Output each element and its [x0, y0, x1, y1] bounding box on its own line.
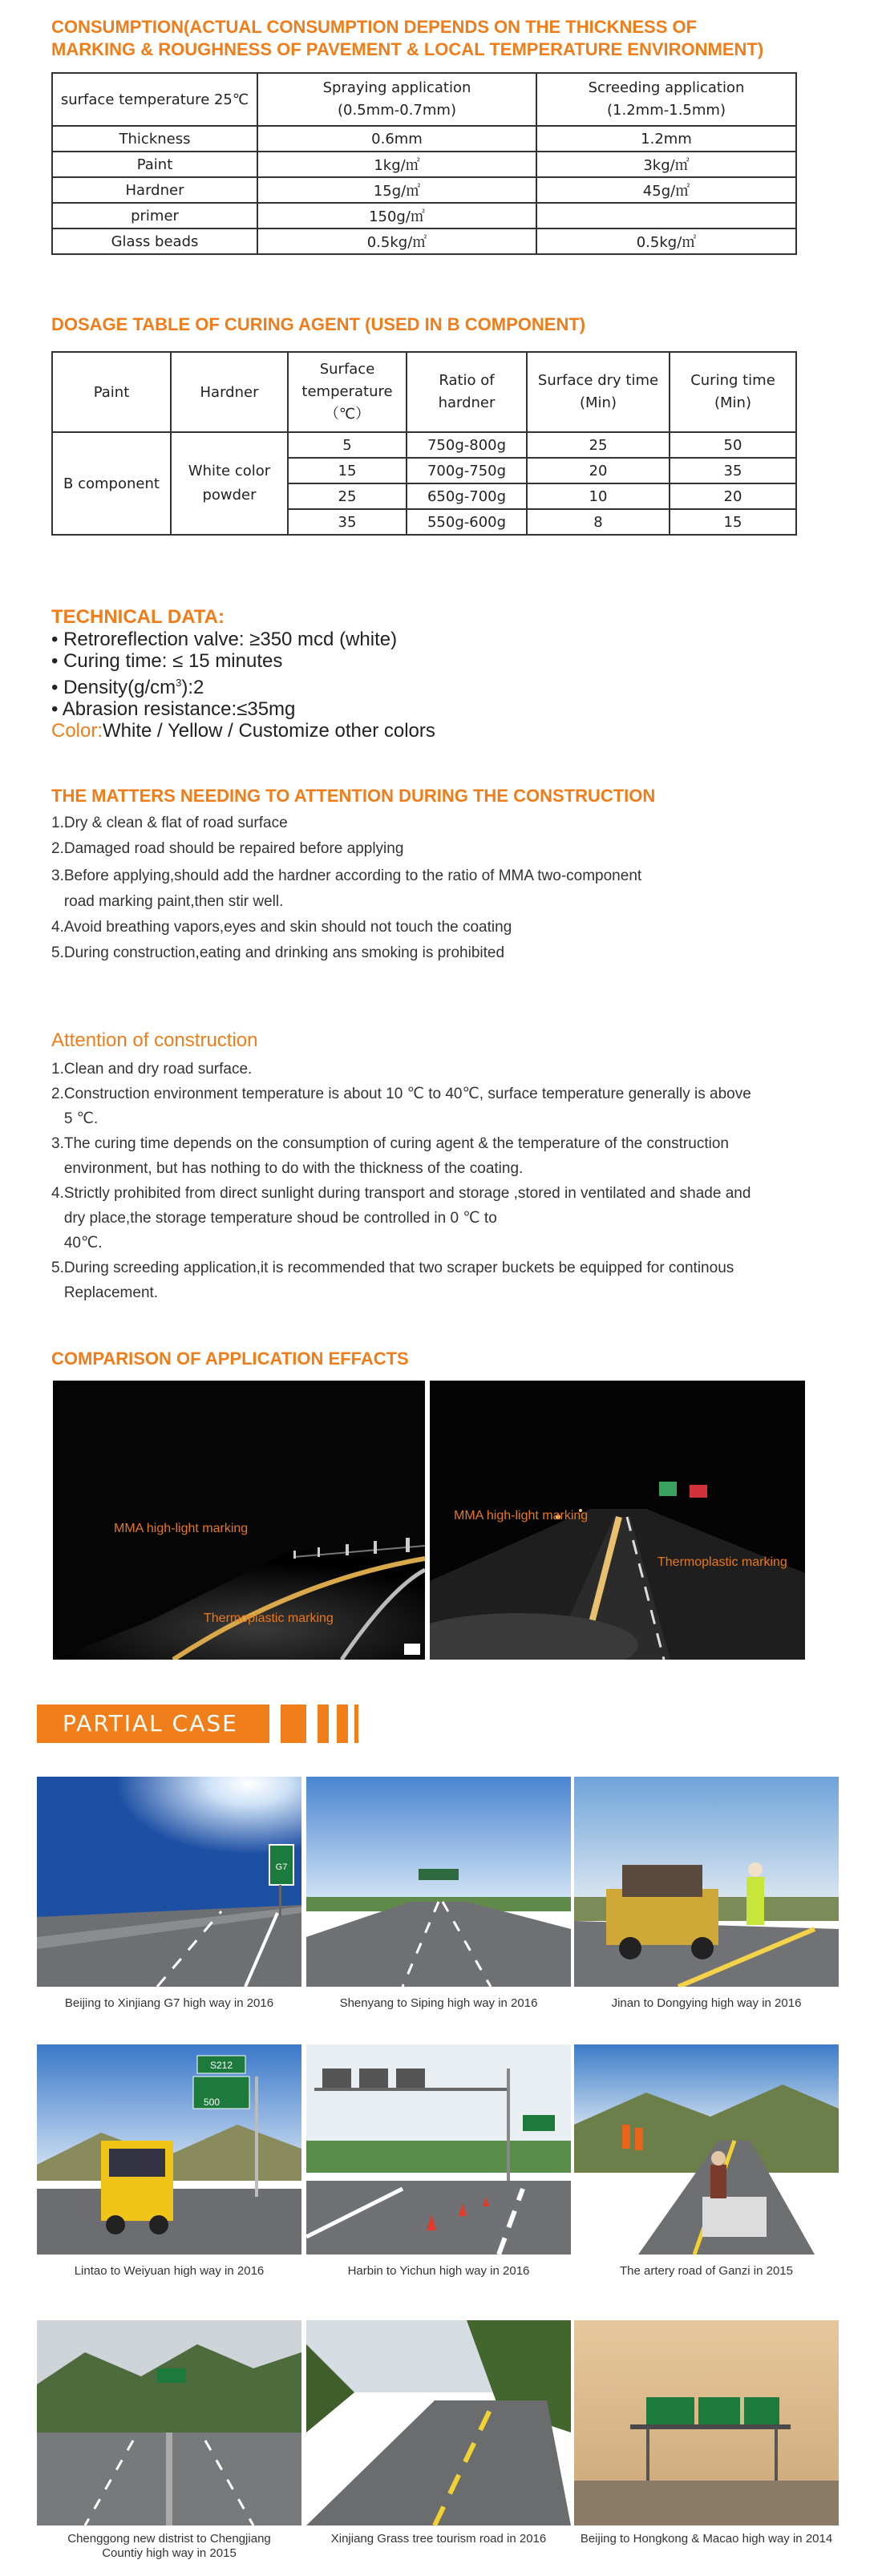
table-row [52, 152, 796, 177]
mountain-highway-illustration [37, 2320, 301, 2525]
row-screed: 0.5kg/㎡ [536, 228, 796, 254]
attention-title: Attention of construction [51, 1029, 258, 1051]
row-screed: 1.2mm [536, 126, 796, 152]
dosage-header-paint: Paint [52, 352, 171, 432]
g7-sign-text: G7 [275, 1862, 288, 1872]
photo2-thermo-label: Thermoplastic marking [657, 1555, 787, 1569]
case-photo-beijing-xinjiang [37, 1777, 301, 1987]
list-item: 5.During construction,eating and drinking ans smoking is prohibited [51, 944, 505, 961]
dosage-header-dry [527, 352, 670, 432]
s212-sign-text: S212 [209, 2060, 233, 2071]
row-screed: 3kg/㎡ [536, 152, 796, 177]
color-value: White / Yellow / Customize other colors [103, 720, 435, 742]
yellow-truck-illustration [37, 2044, 301, 2255]
comparison-photo-night-curve [53, 1381, 425, 1660]
tech-density [51, 672, 435, 698]
list-item: 5 ℃. [51, 1110, 99, 1127]
row-cure: 20 [670, 483, 796, 509]
case-caption [37, 2532, 301, 2561]
banner-stripe-4 [354, 1705, 358, 1743]
list-item: 2.Damaged road should be repaired before applying [51, 840, 404, 857]
hardner-value-line1: White color [188, 463, 271, 479]
list-item: 4.Strictly prohibited from direct sunlight during transport and storage ,stored in ventilated and shade and [51, 1185, 751, 1202]
dosage-header-temp [288, 352, 407, 432]
table-row [52, 432, 796, 458]
temp-header-line1: Surface [319, 361, 375, 378]
consumption-table [51, 72, 797, 255]
case-photo-jinan-dongying [574, 1777, 839, 1987]
list-item: Replacement. [51, 1284, 159, 1301]
dosage-header-ratio [407, 352, 527, 432]
row-spray: 0.6mm [257, 126, 536, 152]
table-row [52, 203, 796, 228]
row-label: Thickness [52, 126, 257, 152]
tech-curing-time: • Curing time: ≤ 15 minutes [51, 650, 283, 672]
partial-case-title: PARTIAL CASE [63, 1710, 238, 1737]
row-dry: 8 [527, 509, 670, 535]
highway-shenyang-illustration [306, 1777, 571, 1987]
tourism-road-illustration [306, 2320, 571, 2525]
table-row [52, 177, 796, 203]
case-caption: Jinan to Dongying high way in 2016 [611, 1996, 802, 2010]
dosage-header-hardner: Hardner [171, 352, 288, 432]
case-caption: The artery road of Ganzi in 2015 [620, 2264, 793, 2278]
list-item: environment, but has nothing to do with the thickness of the coating. [51, 1160, 524, 1177]
row-temp: 15 [288, 458, 407, 483]
partial-case-banner [37, 1705, 269, 1743]
row-dry: 25 [527, 432, 670, 458]
row-ratio: 650g-700g [407, 483, 527, 509]
spray-header-line2: (0.5mm-0.7mm) [338, 102, 456, 119]
consumption-header-screed [536, 73, 796, 126]
case-photo-beijing-hongkong [574, 2320, 839, 2525]
list-item: 4.Avoid breathing vapors,eyes and skin should not touch the coating [51, 919, 512, 936]
spray-header-line1: Spraying application [322, 79, 471, 96]
row-temp: 25 [288, 483, 407, 509]
case-caption: Xinjiang Grass tree tourism road in 2016 [330, 2532, 547, 2546]
highway-g7-illustration [37, 1777, 301, 1987]
highway-cones-illustration [306, 2044, 571, 2255]
density-label: • Density(g/cm [51, 677, 176, 698]
row-label: Hardner [52, 177, 257, 203]
case-photo-ganzi [574, 2044, 839, 2255]
case-caption: Lintao to Weiyuan high way in 2016 [74, 2264, 265, 2278]
matters-list [51, 813, 837, 969]
list-item: 40℃. [51, 1235, 103, 1252]
row-ratio: 750g-800g [407, 432, 527, 458]
row-label: Paint [52, 152, 257, 177]
dosage-title: DOSAGE TABLE OF CURING AGENT (USED IN B COMPONENT) [51, 314, 586, 334]
dosage-hardner-value [171, 432, 288, 535]
row-temp: 35 [288, 509, 407, 535]
hazy-highway-illustration [574, 2320, 839, 2525]
case-caption-line1: Chenggong new distrist to Chengjiang [67, 2532, 271, 2546]
row-screed: 45g/㎡ [536, 177, 796, 203]
distance-sign-text: 500 [203, 2097, 220, 2108]
consumption-header-spray [257, 73, 536, 126]
row-ratio: 550g-600g [407, 509, 527, 535]
case-photo-shenyang-siping [306, 1777, 571, 1987]
matters-title: THE MATTERS NEEDING TO ATTENTION DURING THE CONSTRUCTION [51, 786, 656, 806]
banner-stripe-1 [281, 1705, 306, 1743]
consumption-title [51, 16, 763, 61]
cure-header-line2: (Min) [714, 394, 751, 411]
comparison-photo-night-straight [430, 1381, 805, 1660]
row-spray: 0.5kg/㎡ [257, 228, 536, 254]
comparison-title: COMPARISON OF APPLICATION EFFACTS [51, 1349, 409, 1369]
tech-abrasion: • Abrasion resistance:≤35mg [51, 698, 296, 720]
temp-header-line2: temperature [301, 383, 393, 400]
screed-header-line1: Screeding application [588, 79, 745, 96]
cure-header-line1: Curing time [690, 372, 775, 389]
banner-stripe-3 [337, 1705, 348, 1743]
list-item: 5.During screeding application,it is recommended that two scraper buckets be equipped for continous [51, 1260, 734, 1276]
screed-header-line2: (1.2mm-1.5mm) [607, 102, 726, 119]
case-photo-chenggong [37, 2320, 301, 2525]
color-label: Color: [51, 720, 103, 742]
temp-header-line3: （℃） [324, 406, 370, 423]
technical-title: TECHNICAL DATA: [51, 606, 225, 628]
density-value: ):2 [181, 677, 204, 698]
row-dry: 20 [527, 458, 670, 483]
row-spray: 150g/㎡ [257, 203, 536, 228]
photo1-mma-label: MMA high-light marking [114, 1522, 249, 1535]
attention-list [51, 1057, 853, 1305]
case-photo-xinjiang-grass [306, 2320, 571, 2525]
photo1-thermo-label: Thermoplastic marking [204, 1612, 334, 1625]
row-screed [536, 203, 796, 228]
hardner-value-line2: powder [202, 487, 257, 503]
row-cure: 50 [670, 432, 796, 458]
table-row [52, 126, 796, 152]
case-photo-harbin-yichun [306, 2044, 571, 2255]
workers-truck-illustration [574, 1777, 839, 1987]
row-spray: 1kg/㎡ [257, 152, 536, 177]
ratio-header-line1: Ratio of [439, 372, 495, 389]
case-caption-line2: Countiy high way in 2015 [102, 2546, 237, 2560]
list-item: dry place,the storage temperature shoud be controlled in 0 ℃ to [51, 1210, 497, 1227]
tech-retroreflection: • Retroreflection valve: ≥350 mcd (white) [51, 629, 398, 650]
dosage-table [51, 351, 797, 536]
dosage-paint-value: B component [52, 432, 171, 535]
row-cure: 35 [670, 458, 796, 483]
dry-header-line1: Surface dry time [537, 372, 659, 389]
technical-data-list [51, 629, 435, 742]
row-temp: 5 [288, 432, 407, 458]
row-cure: 15 [670, 509, 796, 535]
row-dry: 10 [527, 483, 670, 509]
ratio-header-line2: hardner [438, 394, 496, 411]
tech-color [51, 720, 435, 742]
consumption-title-line1: CONSUMPTION(ACTUAL CONSUMPTION DEPENDS ON THE THICKNESS OF [51, 17, 698, 37]
list-item: 1.Clean and dry road surface. [51, 1061, 253, 1078]
row-spray: 15g/㎡ [257, 177, 536, 203]
table-row [52, 228, 796, 254]
banner-stripe-2 [318, 1705, 329, 1743]
list-item: 2.Construction environment temperature is about 10 ℃ to 40℃, surface temperature generally is above [51, 1086, 751, 1102]
row-ratio: 700g-750g [407, 458, 527, 483]
list-item: 3.The curing time depends on the consumption of curing agent & the temperature of the construction [51, 1135, 729, 1152]
dry-header-line2: (Min) [580, 394, 617, 411]
list-item: 3.Before applying,should add the hardner according to the ratio of MMA two-component [51, 867, 642, 884]
mountain-road-workers-illustration [574, 2044, 839, 2255]
photo2-mma-label: MMA high-light marking [454, 1509, 589, 1523]
dosage-header-cure [670, 352, 796, 432]
case-caption: Beijing to Xinjiang G7 high way in 2016 [64, 1996, 274, 2010]
row-label: primer [52, 203, 257, 228]
density-superscript: 3 [176, 677, 182, 689]
list-item: road marking paint,then stir well. [51, 893, 284, 910]
consumption-header-temp: surface temperature 25℃ [52, 73, 257, 126]
case-caption: Beijing to Hongkong & Macao high way in 2014 [580, 2532, 833, 2546]
case-caption: Harbin to Yichun high way in 2016 [347, 2264, 530, 2278]
consumption-title-line2: MARKING & ROUGHNESS OF PAVEMENT & LOCAL TEMPERATURE ENVIRONMENT) [51, 39, 764, 59]
list-item: 1.Dry & clean & flat of road surface [51, 815, 288, 831]
row-label: Glass beads [52, 228, 257, 254]
case-photo-lintao-weiyuan [37, 2044, 301, 2255]
case-caption: Shenyang to Siping high way in 2016 [339, 1996, 538, 2010]
